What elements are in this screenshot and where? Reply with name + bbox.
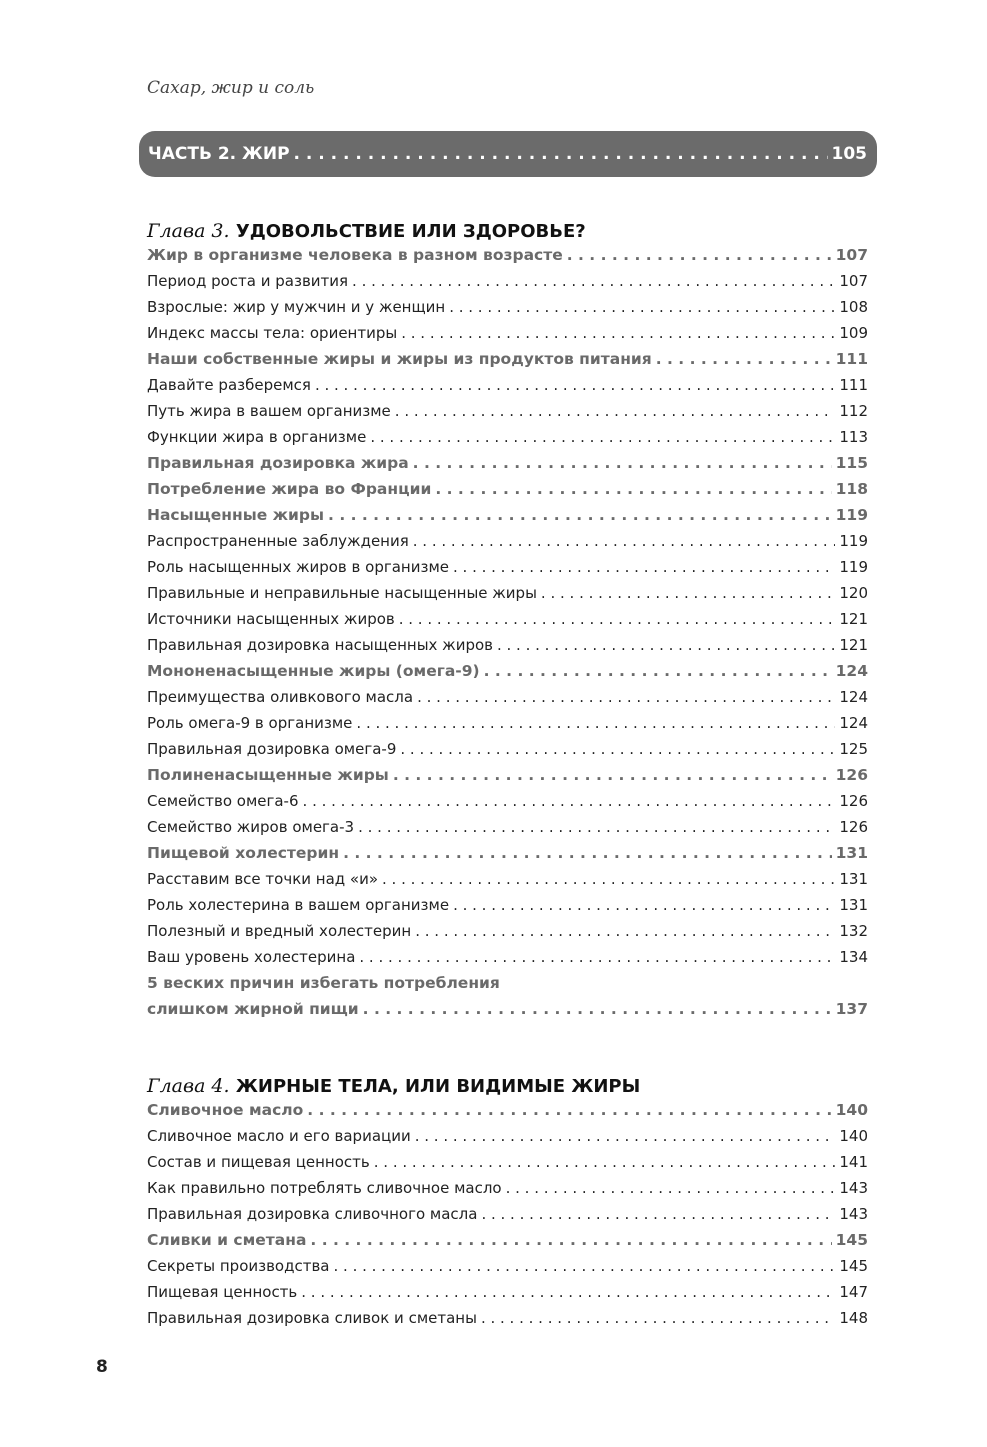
entry-page: 111: [839, 376, 868, 394]
dot-leader: [356, 714, 835, 732]
entry-title: Роль холестерина в вашем организме: [147, 896, 450, 914]
entry-page: 118: [835, 480, 868, 498]
dot-leader: [506, 1179, 836, 1197]
toc-entry[interactable]: [147, 1257, 868, 1283]
toc-entry[interactable]: [147, 402, 868, 428]
chapter-4-heading: [147, 1075, 640, 1097]
entry-page: 145: [839, 1257, 868, 1275]
entry-title: Состав и пищевая ценность: [147, 1153, 370, 1171]
entry-title: Распространенные заблуждения: [147, 532, 409, 550]
entry-title: Семейство омега-6: [147, 792, 299, 810]
entry-title: Мононенасыщенные жиры (омега-9): [147, 662, 480, 680]
chapter-3-heading: [147, 220, 586, 242]
toc-entry[interactable]: [147, 1127, 868, 1153]
dot-leader: [484, 662, 832, 680]
entry-title: Насыщенные жиры: [147, 506, 325, 524]
entry-page: 131: [835, 844, 868, 862]
entry-page: 126: [839, 818, 868, 836]
toc-section-entry[interactable]: [147, 454, 868, 480]
chapter-title: УДОВОЛЬСТВИЕ ИЛИ ЗДОРОВЬЕ?: [235, 221, 586, 242]
toc-section-entry[interactable]: [147, 1101, 868, 1127]
entry-title: Источники насыщенных жиров: [147, 610, 395, 628]
dot-leader: [415, 1127, 836, 1145]
dot-leader: [435, 480, 831, 498]
dot-leader: [415, 922, 835, 940]
entry-title: Путь жира в вашем организме: [147, 402, 391, 420]
entry-page: 141: [839, 1153, 868, 1171]
dot-leader: [413, 454, 832, 472]
part-page: 105: [831, 144, 867, 164]
entry-title: Полиненасыщенные жиры: [147, 766, 389, 784]
dot-leader: [453, 896, 835, 914]
toc-entry[interactable]: [147, 532, 868, 558]
entry-page: 124: [839, 688, 868, 706]
entry-title: Период роста и развития: [147, 272, 349, 290]
chapter-label: Глава 3.: [147, 220, 230, 242]
entry-title: Правильная дозировка сливочного масла: [147, 1205, 478, 1223]
entry-title: Как правильно потреблять сливочное масло: [147, 1179, 502, 1197]
entry-page: 134: [839, 948, 868, 966]
toc-entry[interactable]: [147, 584, 868, 610]
entry-title: Правильная дозировка омега-9: [147, 740, 397, 758]
toc-section-entry[interactable]: [147, 246, 868, 272]
toc-entry[interactable]: [147, 1309, 868, 1335]
toc-entry[interactable]: [147, 896, 868, 922]
entry-title: Пищевая ценность: [147, 1283, 298, 1301]
dot-leader: [449, 298, 835, 316]
toc-entry[interactable]: [147, 376, 868, 402]
entry-page: 140: [839, 1127, 868, 1145]
entry-page: 121: [839, 636, 868, 654]
toc-entry[interactable]: [147, 740, 868, 766]
chapter-label: Глава 4.: [147, 1075, 230, 1097]
entry-title: Сливки и сметана: [147, 1231, 307, 1249]
entry-title: Роль омега-9 в организме: [147, 714, 353, 732]
chapter-4-entries: [147, 1101, 868, 1335]
entry-title: Правильная дозировка сливок и сметаны: [147, 1309, 477, 1327]
chapter-title: ЖИРНЫЕ ТЕЛА, ИЛИ ВИДИМЫЕ ЖИРЫ: [235, 1076, 641, 1097]
toc-section-entry[interactable]: [147, 480, 868, 506]
entry-title: Сливочное масло и его вариации: [147, 1127, 411, 1145]
toc-section-entry[interactable]: [147, 1231, 868, 1257]
entry-title: Роль насыщенных жиров в организме: [147, 558, 449, 576]
dot-leader: [359, 948, 835, 966]
entry-page: 108: [839, 298, 868, 316]
dot-leader: [393, 766, 832, 784]
toc-entry[interactable]: [147, 688, 868, 714]
entry-title: Правильные и неправильные насыщенные жиры: [147, 584, 537, 602]
toc-entry[interactable]: [147, 870, 868, 896]
toc-entry[interactable]: [147, 1153, 868, 1179]
entry-page: 125: [839, 740, 868, 758]
toc-section-entry[interactable]: [147, 350, 868, 376]
entry-title: Секреты производства: [147, 1257, 330, 1275]
entry-page: 111: [835, 350, 868, 368]
dot-leader: [399, 610, 836, 628]
toc-entry[interactable]: [147, 792, 868, 818]
dot-leader: [656, 350, 832, 368]
entry-page: 107: [835, 246, 868, 264]
dot-leader: [395, 402, 836, 420]
entry-page: 113: [839, 428, 868, 446]
dot-leader: [343, 844, 832, 862]
entry-title: Полезный и вредный холестерин: [147, 922, 412, 940]
entry-title: Наши собственные жиры и жиры из продуктов питания: [147, 350, 652, 368]
entry-title: Давайте разберемся: [147, 376, 311, 394]
dot-leader: [328, 506, 832, 524]
dot-leader: [382, 870, 835, 888]
entry-page: 132: [839, 922, 868, 940]
dot-leader: [374, 1153, 836, 1171]
toc-section-entry[interactable]: [147, 974, 868, 1000]
entry-title: Семейство жиров омега-3: [147, 818, 355, 836]
page-number: 8: [96, 1357, 108, 1377]
dot-leader: [334, 1257, 836, 1275]
entry-page: 109: [839, 324, 868, 342]
entry-title: Преимущества оливкового масла: [147, 688, 414, 706]
dot-leader: [358, 818, 835, 836]
entry-page: 124: [839, 714, 868, 732]
dot-leader: [294, 144, 828, 164]
dot-leader: [352, 272, 835, 290]
dot-leader: [315, 376, 835, 394]
dot-leader: [301, 1283, 835, 1301]
entry-page: 131: [839, 870, 868, 888]
entry-page: 121: [839, 610, 868, 628]
dot-leader: [417, 688, 835, 706]
entry-title: Правильная дозировка насыщенных жиров: [147, 636, 493, 654]
toc-entry[interactable]: [147, 948, 868, 974]
toc-entry[interactable]: [147, 1283, 868, 1309]
running-header: Сахар, жир и соль: [147, 78, 315, 98]
entry-title: слишком жирной пищи: [147, 1000, 359, 1018]
entry-title: Функции жира в организме: [147, 428, 367, 446]
toc-section-entry[interactable]: [147, 766, 868, 792]
entry-page: 119: [835, 506, 868, 524]
toc-entry[interactable]: [147, 324, 868, 350]
dot-leader: [370, 428, 835, 446]
entry-page: 143: [839, 1205, 868, 1223]
dot-leader: [453, 558, 835, 576]
dot-leader: [310, 1231, 831, 1249]
entry-page: 119: [839, 532, 868, 550]
entry-page: 112: [839, 402, 868, 420]
entry-page: 126: [839, 792, 868, 810]
toc-section-entry[interactable]: [147, 662, 868, 688]
dot-leader: [481, 1309, 835, 1327]
entry-page: 145: [835, 1231, 868, 1249]
entry-page: 126: [835, 766, 868, 784]
entry-title: Сливочное масло: [147, 1101, 304, 1119]
entry-title: 5 веских причин избегать потребления: [147, 974, 500, 992]
toc-section-entry[interactable]: [147, 1000, 868, 1026]
dot-leader: [481, 1205, 835, 1223]
entry-page: 131: [839, 896, 868, 914]
chapter-3-entries: [147, 246, 868, 1026]
toc-section-entry[interactable]: [147, 506, 868, 532]
dot-leader: [497, 636, 835, 654]
toc-section-entry[interactable]: [147, 844, 868, 870]
toc-entry[interactable]: [147, 636, 868, 662]
entry-page: 137: [835, 1000, 868, 1018]
toc-entry[interactable]: [147, 610, 868, 636]
toc-entry[interactable]: [147, 272, 868, 298]
entry-title: Пищевой холестерин: [147, 844, 340, 862]
entry-page: 115: [835, 454, 868, 472]
entry-page: 140: [835, 1101, 868, 1119]
entry-page: 143: [839, 1179, 868, 1197]
toc-entry[interactable]: [147, 428, 868, 454]
entry-title: Взрослые: жир у мужчин и у женщин: [147, 298, 446, 316]
entry-title: Индекс массы тела: ориентиры: [147, 324, 398, 342]
entry-page: 107: [839, 272, 868, 290]
dot-leader: [303, 792, 836, 810]
dot-leader: [401, 324, 835, 342]
dot-leader: [413, 532, 836, 550]
entry-title: Жир в организме человека в разном возрасте: [147, 246, 563, 264]
dot-leader: [400, 740, 835, 758]
toc-entry[interactable]: [147, 714, 868, 740]
toc-entry[interactable]: [147, 1205, 868, 1231]
entry-page: 147: [839, 1283, 868, 1301]
entry-title: Расставим все точки над «и»: [147, 870, 379, 888]
toc-entry[interactable]: [147, 298, 868, 324]
entry-title: Правильная дозировка жира: [147, 454, 409, 472]
part-title: ЧАСТЬ 2. ЖИР: [148, 144, 290, 164]
toc-entry[interactable]: [147, 818, 868, 844]
part-heading[interactable]: [139, 131, 877, 177]
toc-entry[interactable]: [147, 558, 868, 584]
entry-title: Ваш уровень холестерина: [147, 948, 356, 966]
dot-leader: [363, 1000, 832, 1018]
toc-entry[interactable]: [147, 1179, 868, 1205]
dot-leader: [567, 246, 832, 264]
entry-title: Потребление жира во Франции: [147, 480, 432, 498]
toc-entry[interactable]: [147, 922, 868, 948]
entry-page: 124: [835, 662, 868, 680]
entry-page: 148: [839, 1309, 868, 1327]
dot-leader: [307, 1101, 831, 1119]
dot-leader: [541, 584, 835, 602]
entry-page: 120: [839, 584, 868, 602]
entry-page: 119: [839, 558, 868, 576]
